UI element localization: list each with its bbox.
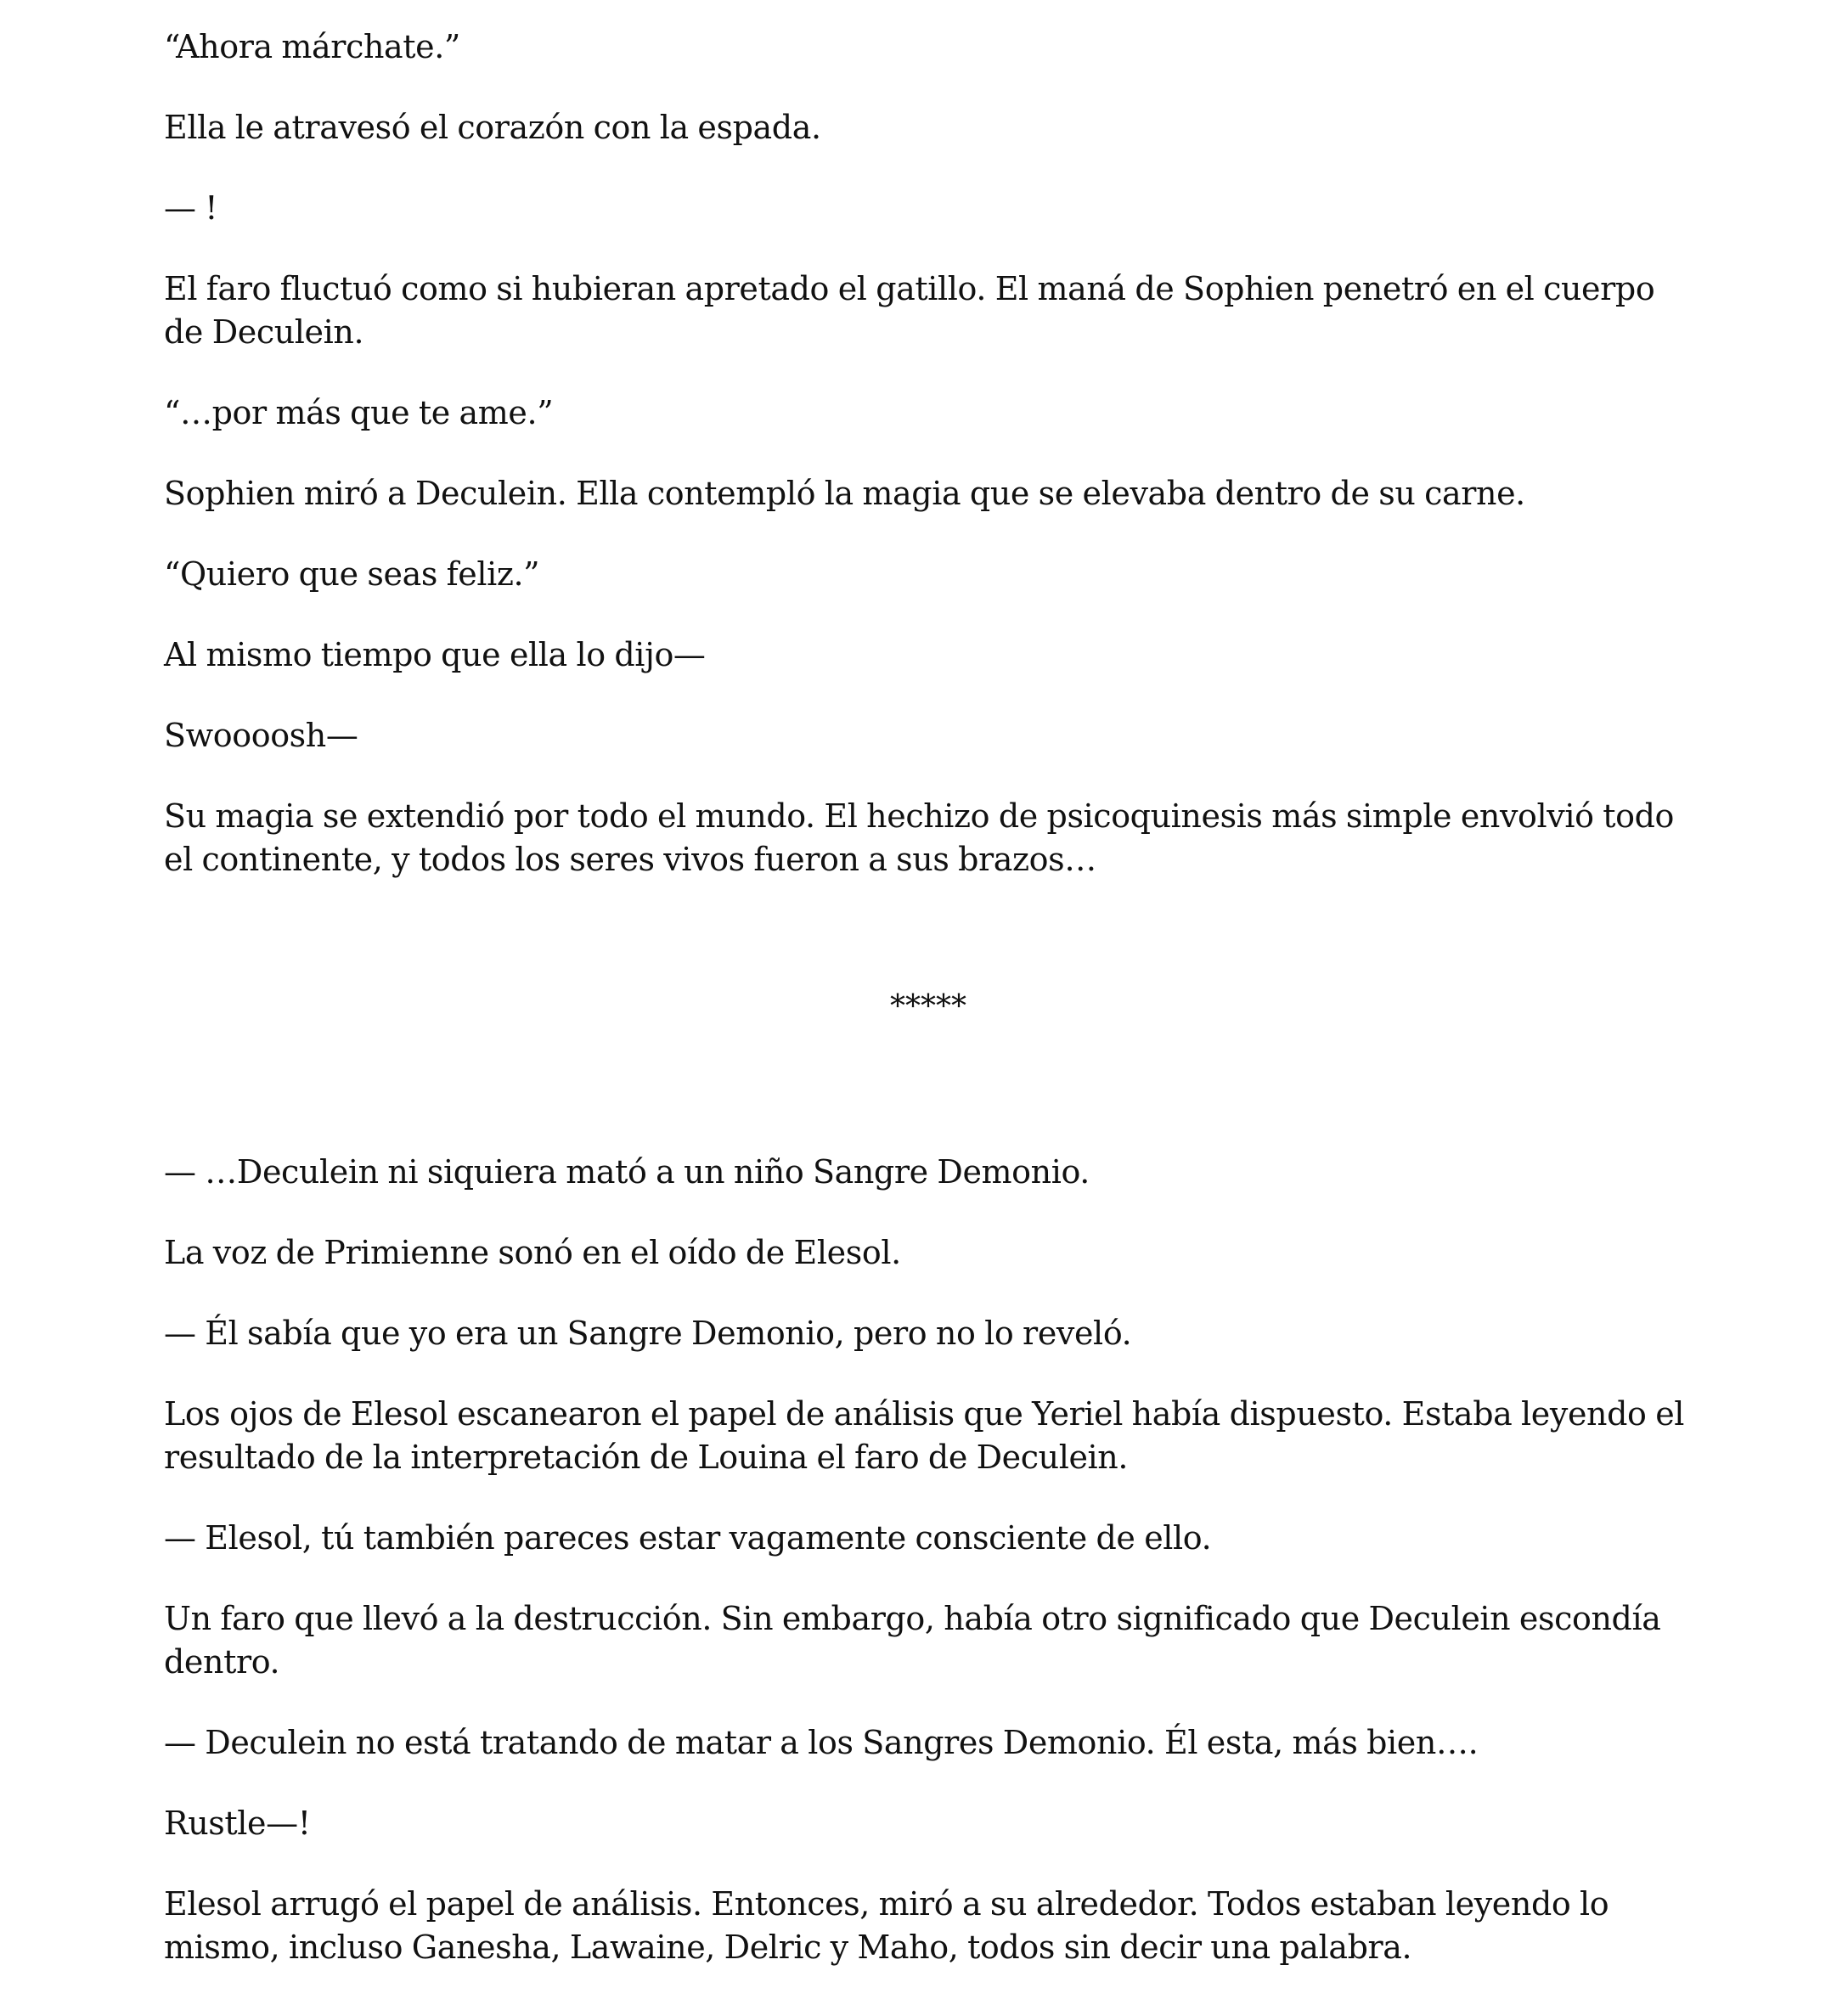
paragraph: El faro fluctuó como si hubieran apretado el gatillo. El maná de Sophien penetró en el cuerpo de Deculein. xyxy=(164,270,1655,351)
section-separator: ***** xyxy=(890,989,966,1024)
paragraph: La voz de Primienne sonó en el oído de Elesol. xyxy=(164,1234,901,1271)
paragraph: “Ahora márchate.” xyxy=(164,28,460,65)
paragraph: Swoooosh— xyxy=(164,717,358,754)
paragraph: — Él sabía que yo era un Sangre Demonio, pero no lo reveló. xyxy=(164,1315,1132,1352)
paragraph: Un faro que llevó a la destrucción. Sin embargo, había otro significado que Deculein escondía dentro. xyxy=(164,1600,1661,1681)
paragraph: Al mismo tiempo que ella lo dijo— xyxy=(164,636,706,673)
paragraph: — Deculein no está tratando de matar a los Sangres Demonio. Él esta, más bien…. xyxy=(164,1724,1479,1761)
paragraph: “…por más que te ame.” xyxy=(164,394,554,431)
paragraph: — Elesol, tú también pareces estar vagamente consciente de ello. xyxy=(164,1519,1212,1557)
paragraph: Ella le atravesó el corazón con la espada. xyxy=(164,109,821,146)
paragraph: Su magia se extendió por todo el mundo. El hechizo de psicoquinesis más simple envolvió todo el continente, y todos los seres vivos fueron a sus brazos… xyxy=(164,797,1675,878)
paragraph: Sophien miró a Deculein. Ella contempló la magia que se elevaba dentro de su carne. xyxy=(164,475,1525,512)
paragraph: — …Deculein ni siquiera mató a un niño Sangre Demonio. xyxy=(164,1153,1090,1191)
paragraph: Elesol arrugó el papel de análisis. Entonces, miró a su alrededor. Todos estaban leyendo lo mismo, incluso Ganesha, Lawaine, Delric y Maho, todos sin decir una palabra. xyxy=(164,1885,1609,1966)
paragraph: — ! xyxy=(164,189,218,227)
paragraph: Rustle—! xyxy=(164,1805,311,1842)
section-one xyxy=(164,25,1693,881)
paragraph: Los ojos de Elesol escanearon el papel de análisis que Yeriel había dispuesto. Estaba leyendo el resultado de la interpretación de Louina el faro de Deculein. xyxy=(164,1395,1685,1476)
paragraph: “Quiero que seas feliz.” xyxy=(164,555,540,593)
section-two xyxy=(164,1151,1693,1969)
